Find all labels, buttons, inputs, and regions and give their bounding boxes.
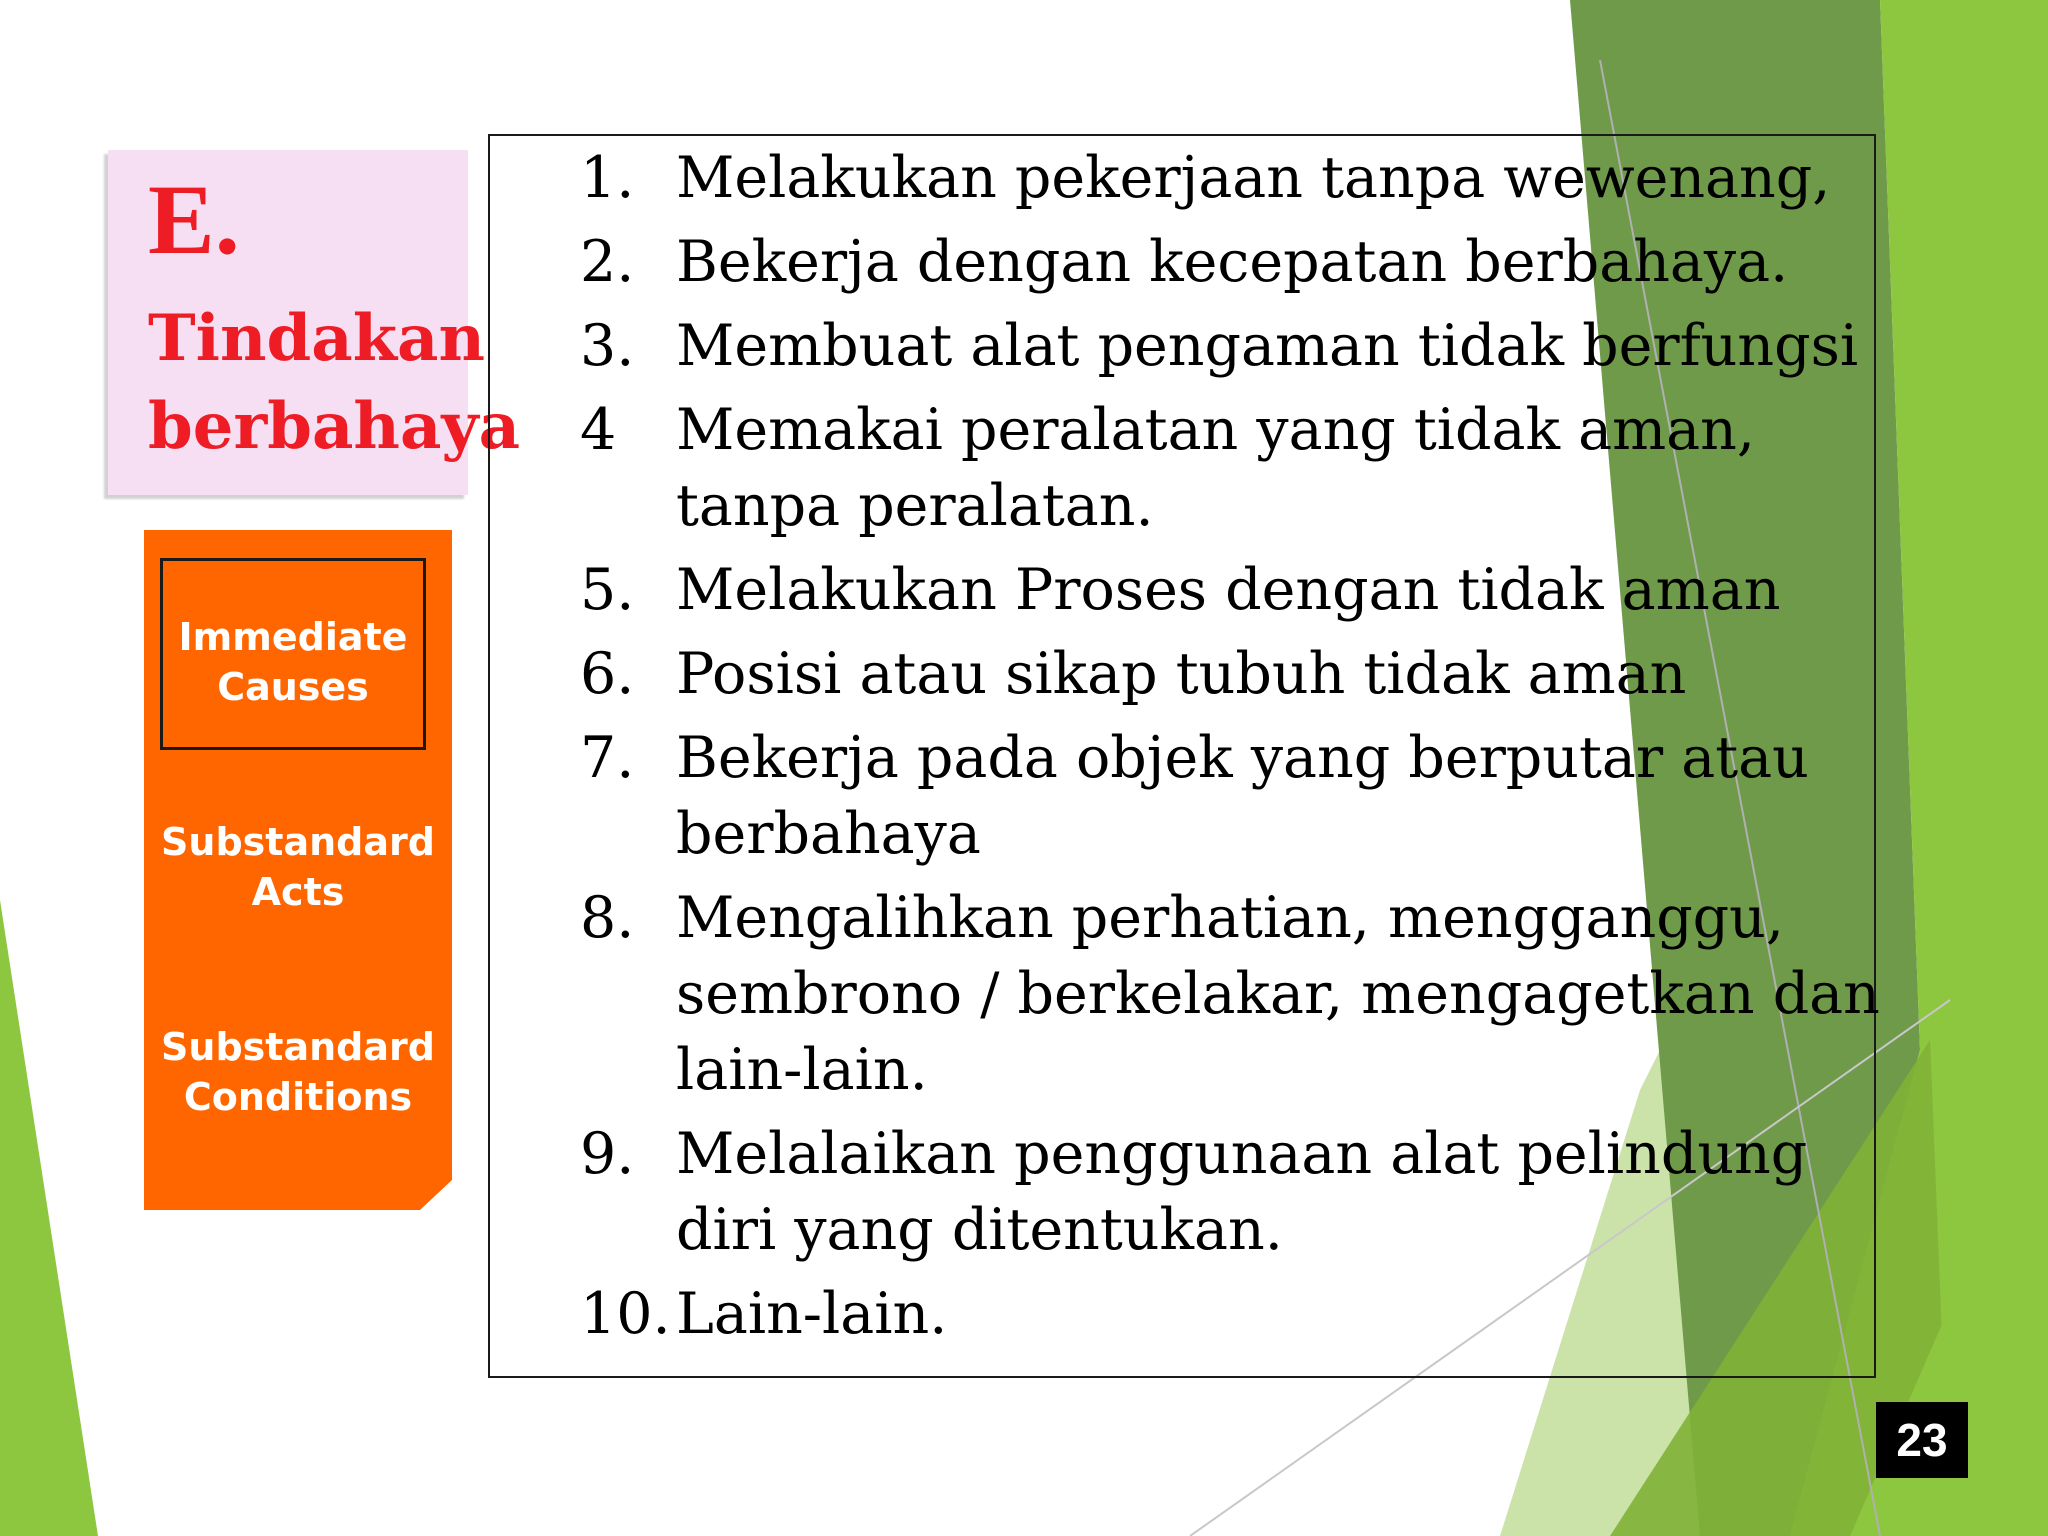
list-item [580,392,1880,544]
list-item-number: 9. [580,1121,635,1187]
list-item-number: 2. [580,229,635,295]
list-item-text: Bekerja dengan kecepatan berbahaya. [676,229,1789,295]
list-item-number: 10. [580,1281,671,1347]
list-item-text: Membuat alat pengaman tidak berfungsi [676,313,1859,379]
section-letter: E. [148,164,240,275]
list-item-number: 5. [580,557,635,623]
list-item [580,308,1880,384]
list-item-number: 1. [580,145,635,211]
list-item-text: Bekerja pada objek yang berputar atau berbahaya [676,725,1809,867]
list-item-text: Mengalihkan perhatian, mengganggu, sembrono / berkelakar, mengagetkan dan lain-lain. [676,885,1880,1103]
list-item-text: Melakukan Proses dengan tidak aman [676,557,1781,623]
substandard-conditions-label: Substandard Conditions [161,1025,435,1119]
list-item-number: 3. [580,313,635,379]
page-number: 23 [1876,1402,1968,1478]
list-item-text: Posisi atau sikap tubuh tidak aman [676,641,1687,707]
list-item-text: Melalaikan penggunaan alat pelindung diri yang ditentukan. [676,1121,1808,1263]
list-item [580,636,1880,712]
list-item-text: Melakukan pekerjaan tanpa wewenang, [676,145,1831,211]
list-item-text: Memakai peralatan yang tidak aman, tanpa peralatan. [676,397,1755,539]
list-item [580,224,1880,300]
list-item-number: 6. [580,641,635,707]
list-item [580,1116,1880,1268]
unsafe-acts-list [580,140,1880,1360]
list-item-number: 4 [580,397,617,463]
substandard-acts-label: Substandard Acts [161,820,435,914]
list-item [580,720,1880,872]
immediate-causes-label: Immediate Causes [178,615,408,709]
list-item [580,880,1880,1108]
section-title: Tindakan berbahaya [148,301,521,464]
list-item-number: 8. [580,885,635,951]
left-green-strip [0,900,98,1536]
list-item [580,1276,1880,1352]
list-item [580,552,1880,628]
list-item [580,140,1880,216]
list-item-number: 7. [580,725,635,791]
list-item-text: Lain-lain. [676,1281,948,1347]
